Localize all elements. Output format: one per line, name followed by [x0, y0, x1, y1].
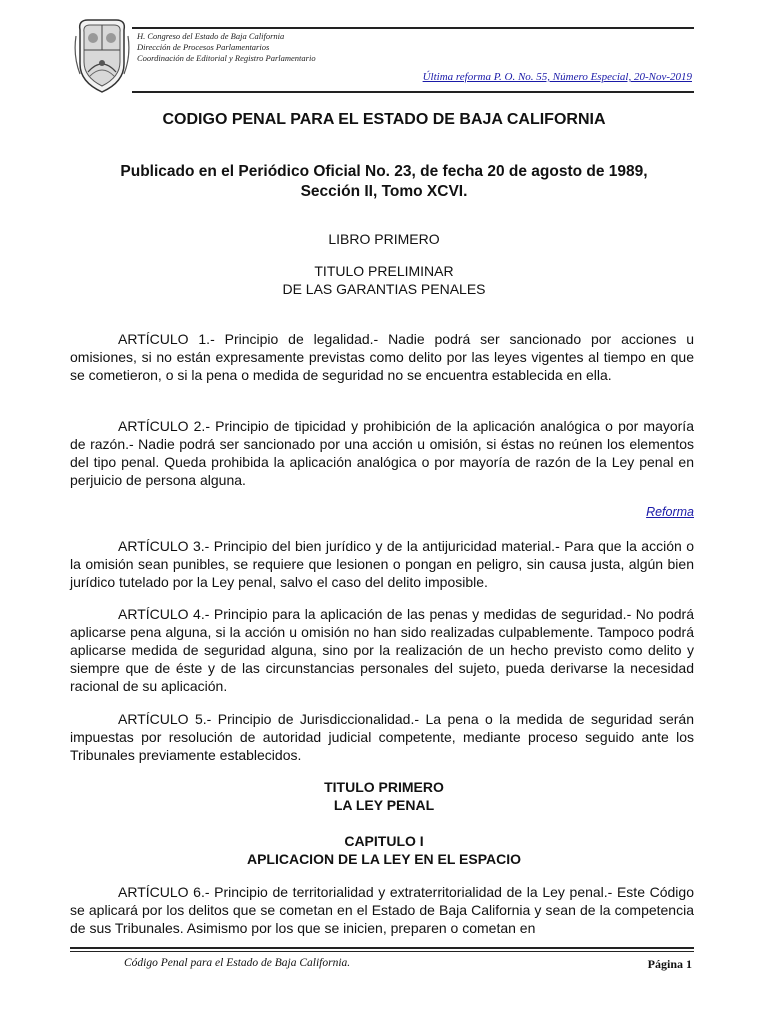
- heading-line: LA LEY PENAL: [333, 797, 435, 813]
- article-3: ARTÍCULO 3.- Principio del bien jurídico y de la antijuricidad material.- Para que la acción o la omisión sean punibles, se requiere que lesionen o pongan en peligro, sin causa justa, algún bien jurídico tutelado por la Ley penal, salvo el caso del delito imposible.: [70, 538, 694, 590]
- page-header: [0, 0, 768, 100]
- institution-line: H. Congreso del Estado de Baja California: [137, 31, 285, 41]
- title-preliminar-heading: [70, 262, 698, 298]
- institution-lines: [137, 31, 316, 64]
- article-6: ARTÍCULO 6.- Principio de territorialidad y extraterritorialidad de la Ley penal.- Este Código se aplicará por los delitos que se cometan en el Estado de Baja California y sean de la competencia de sus Tribunales. Asimismo por los que se inicien, preparen o cometan en: [70, 884, 694, 936]
- book-heading: LIBRO PRIMERO: [328, 231, 440, 247]
- reforma-link[interactable]: Reforma: [646, 505, 694, 519]
- institution-line: Coordinación de Editorial y Registro Parlamentario: [137, 53, 316, 63]
- article-5: ARTÍCULO 5.- Principio de Jurisdiccionalidad.- La pena o la medida de seguridad serán impuestas por resolución de autoridad judicial competente, mediante proceso seguido ante los Tribunales previamente establecidos.: [70, 711, 694, 763]
- publication-line: Sección II, Tomo XCVI.: [300, 183, 468, 200]
- footer-rule: [70, 947, 694, 949]
- publication-note: [70, 162, 698, 202]
- header-bottom-rule: [132, 91, 694, 93]
- article-4: ARTÍCULO 4.- Principio para la aplicación de las penas y medidas de seguridad.- No podrá aplicarse pena alguna, si la acción u omisión no han sido realizadas culpablemente. Tampoco podrá aplicarse medida de seguridad alguna, sino por la realización de un hecho previsto como delito y siempre que de éste y de las circunstancias personales del sujeto, pueda derivarse la necesidad racional de su aplicación.: [70, 606, 694, 694]
- footer-rule-thin: [70, 951, 694, 952]
- footer-document-name: Código Penal para el Estado de Baja California.: [124, 957, 351, 969]
- title-primero-heading: [70, 778, 698, 814]
- footer-page-number: Página 1: [647, 957, 692, 971]
- chapter-heading: [70, 832, 698, 868]
- heading-line: CAPITULO I: [344, 833, 424, 849]
- last-reform-link[interactable]: Última reforma P. O. No. 55, Número Especial, 20-Nov-2019: [422, 71, 692, 83]
- publication-line: Publicado en el Periódico Oficial No. 23, de fecha 20 de agosto de 1989,: [120, 163, 648, 180]
- article-2: ARTÍCULO 2.- Principio de tipicidad y prohibición de la aplicación analógica o por mayoría de razón.- Nadie podrá ser sancionado por una acción u omisión, si éstas no reúnen los elementos del tipo penal. Queda prohibida la aplicación analógica o por mayoría de razón de la Ley penal en perjuicio de persona alguna.: [70, 418, 694, 488]
- state-coat-of-arms-icon: [74, 16, 130, 94]
- document-title: CODIGO PENAL PARA EL ESTADO DE BAJA CALIFORNIA: [162, 111, 606, 128]
- institution-line: Dirección de Procesos Parlamentarios: [137, 42, 270, 52]
- header-top-rule: [132, 27, 694, 29]
- heading-line: APLICACION DE LA LEY EN EL ESPACIO: [246, 851, 522, 867]
- heading-line: DE LAS GARANTIAS PENALES: [282, 281, 486, 297]
- heading-line: TITULO PRIMERO: [324, 779, 444, 795]
- heading-line: TITULO PRELIMINAR: [314, 263, 454, 279]
- article-1: ARTÍCULO 1.- Principio de legalidad.- Nadie podrá ser sancionado por acciones u omisiones, si no están expresamente previstas como delito por las leyes vigentes al tiempo en que se cometieron, o si la pena o medida de seguridad no se encuentra establecida en ella.: [70, 331, 694, 383]
